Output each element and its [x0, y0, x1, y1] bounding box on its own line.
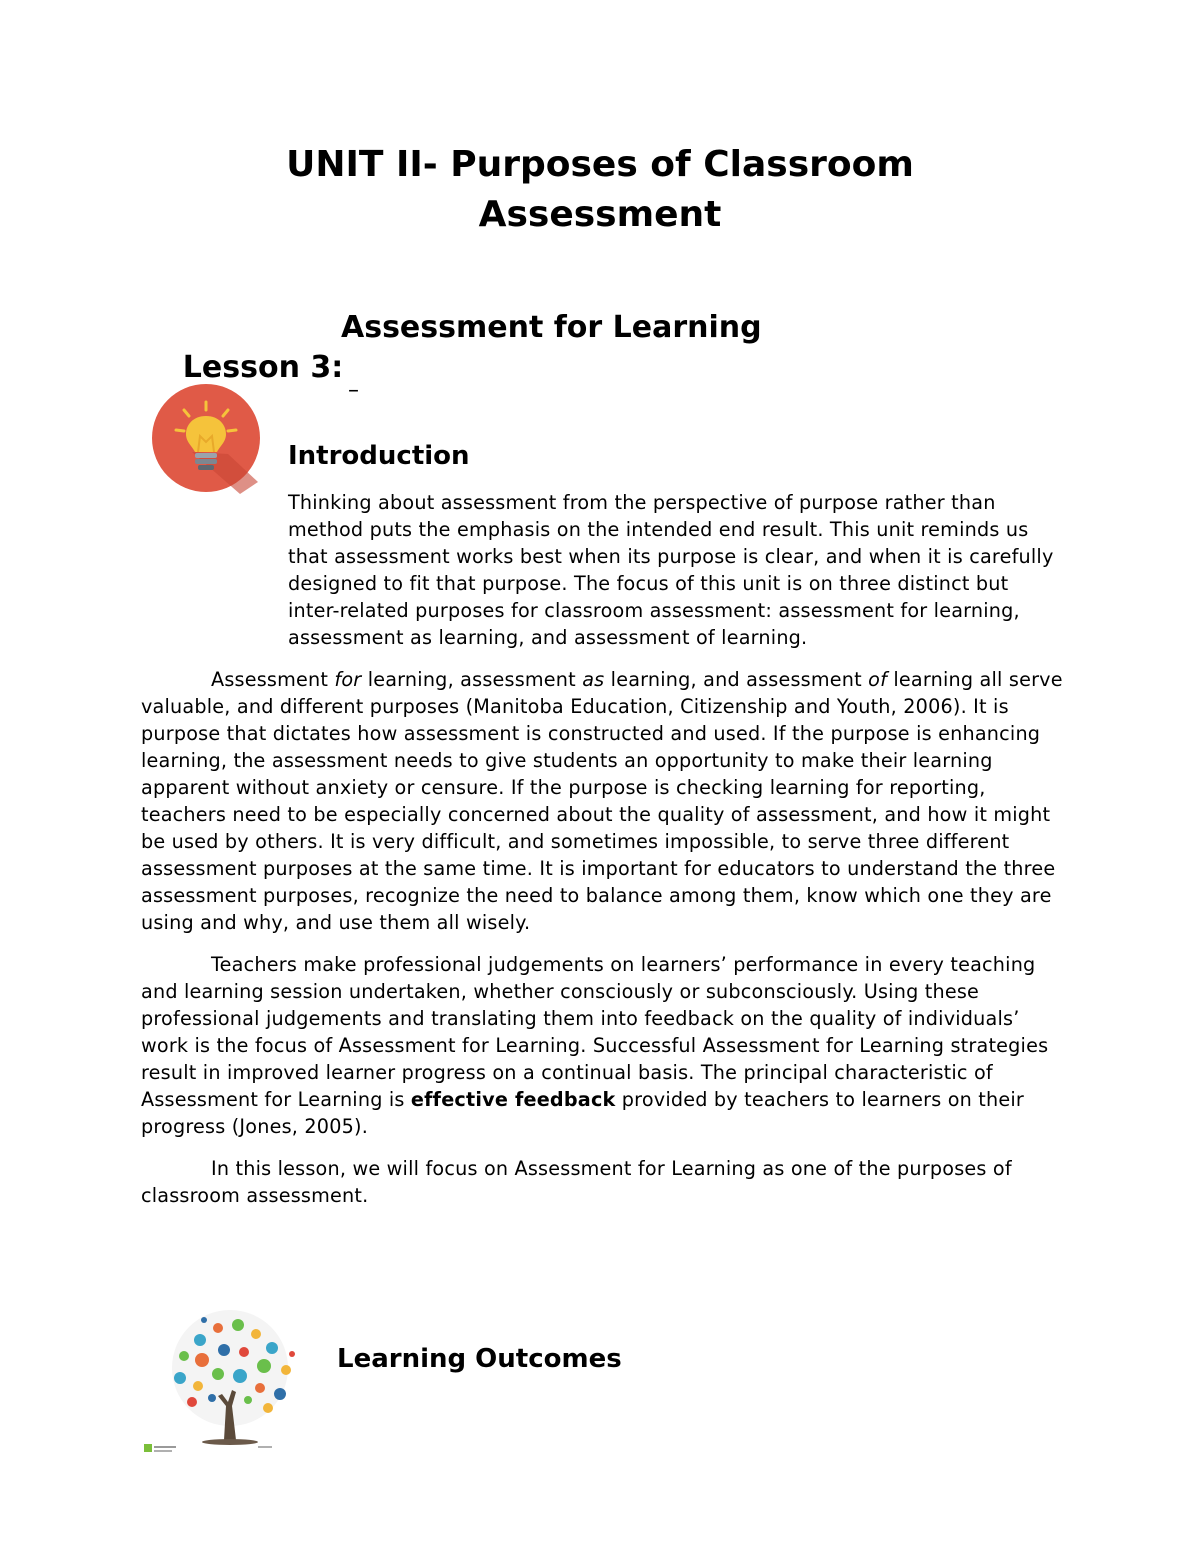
lesson-number: Lesson 3:	[182, 350, 344, 385]
p2-text-4: learning all serve valuable, and different purposes (Manitoba Education, Citizenship and Youth, 2006). It is purpose that dictates how assessment is constructed and used. If the purpose is enhancing learning, the assessment needs to give students an opportunity to make their learning apparent without anxiety or censure. If the purpose is checking learning for reporting, teachers need to be especially concerned about the quality of assessment, and how it might be used by others. It is very difficult, and sometimes impossible, to serve three different assessment purposes at the same time. It is important for educators to understand the three assessment purposes, recognize the need to balance among them, know which one they are using and why, and use them all wisely.	[141, 668, 1063, 934]
p2-em-as: as	[582, 668, 605, 691]
unit-title-line2: Assessment	[478, 194, 722, 235]
unit-title-line1: UNIT II- Purposes of Classroom	[286, 144, 914, 185]
p2-em-of: of	[868, 668, 888, 691]
p2-text-3: learning, and assessment	[604, 668, 869, 691]
paragraph-4: In this lesson, we will focus on Assessment for Learning as one of the purposes of classroom assessment.	[141, 1157, 1012, 1207]
p2-em-for: for	[334, 668, 362, 691]
lightbulb-icon	[140, 382, 275, 494]
paragraph-2	[141, 666, 1066, 936]
introduction-heading: Introduction	[288, 441, 470, 471]
stray-dash: –	[348, 378, 359, 403]
intro-paragraph-block	[141, 489, 1066, 1224]
p3-text: Teachers make professional judgements on learners’ performance in every teaching and learning session undertaken, whether consciously or subconsciously. Using these professional judgements and translating them into feedback on the quality of individuals’ work is the focus of Assessment for Learning. Successful Assessment for Learning strategies result in improved learner progress on a continual basis. The principal characteristic of Assessment for Learning is	[141, 953, 1049, 1111]
p2-text-2: learning, assessment	[361, 668, 583, 691]
learning-outcomes-heading: Learning Outcomes	[337, 1344, 622, 1374]
unit-title	[0, 140, 1200, 240]
paragraph-3	[141, 951, 1066, 1140]
p2-text-1: Assessment	[211, 668, 335, 691]
lesson-name: Assessment for Learning	[341, 310, 762, 345]
p3-tail: provided by teachers to learners on their progress (Jones, 2005).	[141, 1088, 1025, 1138]
intro-paragraph: Thinking about assessment from the perspective of purpose rather than method puts the emphasis on the intended end result. This unit reminds us that assessment works best when its purpose is clear, and when it is carefully designed to fit that purpose. The focus of this unit is on three distinct but inter-related purposes for classroom assessment: assessment for learning, assessment as learning, and assessment of learning.	[288, 491, 1054, 649]
p3-bold: effective feedback	[410, 1088, 616, 1111]
tree-icon	[140, 1310, 320, 1455]
